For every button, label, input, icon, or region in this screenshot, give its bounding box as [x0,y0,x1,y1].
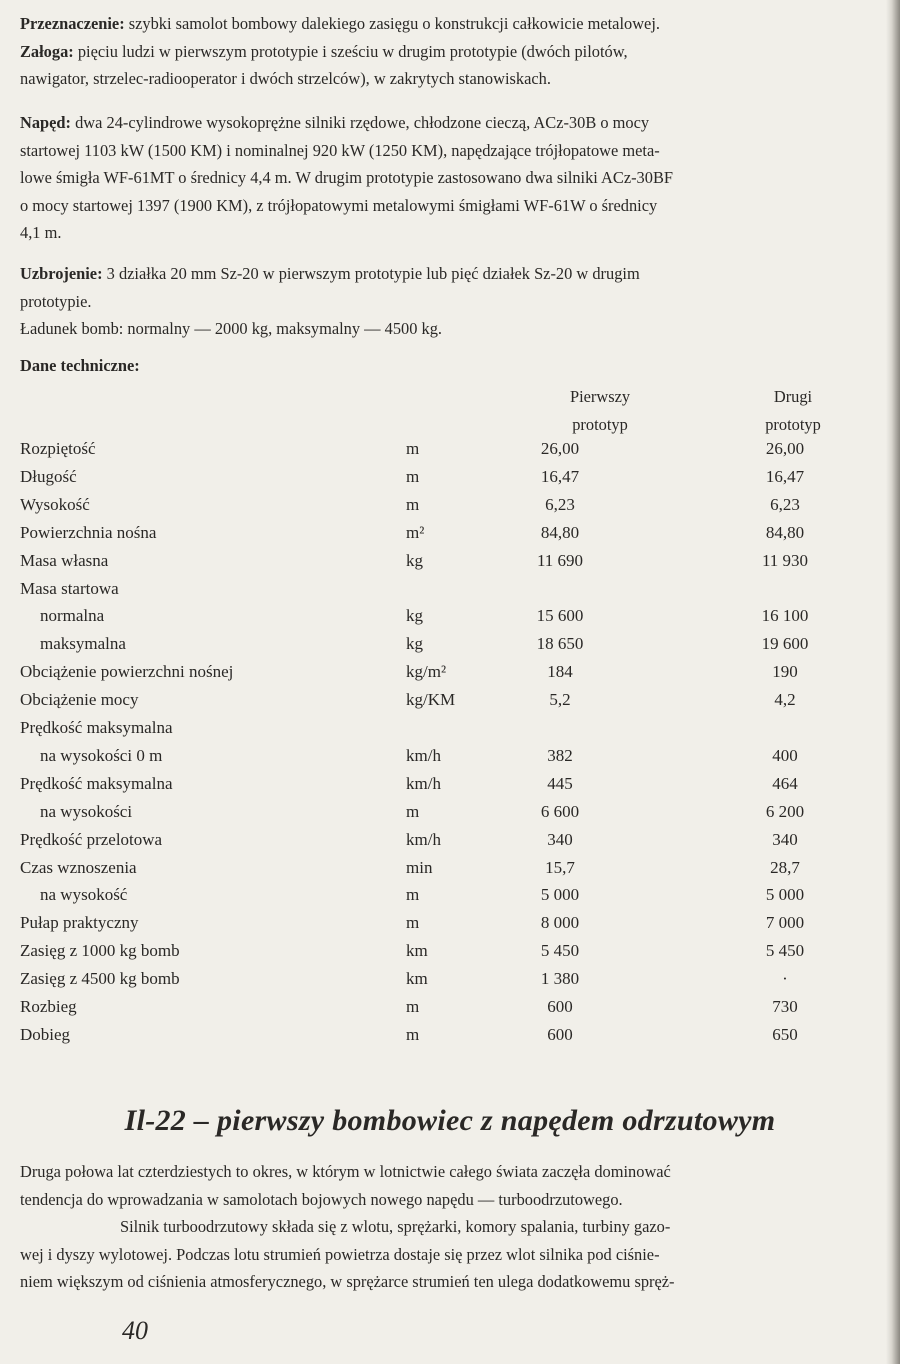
section-p2-line1: Silnik turboodrzutowy składa się z wlotu, sprężarki, komory spalania, turbiny gazo- [120,1217,671,1236]
row-value-first-prototype: 1 380 [540,969,580,989]
table-row [0,690,900,718]
intro-paragraph [20,10,890,93]
crew-text-1: pięciu ludzi w pierwszym prototypie i sześciu w drugim prototypie (dwóch pilotów, [77,41,628,61]
row-value-second-prototype: 400 [772,745,798,765]
col-head-first-prototype [540,383,660,439]
row-value-first-prototype: 5 450 [540,941,580,961]
row-unit: km/h [406,773,441,793]
drive-text-4: o mocy startowej 1397 (1900 KM), z trójłopatowymi metalowymi śmigłami WF-61W o średnicy [20,195,658,215]
row-label: Dobieg [20,1024,71,1044]
book-spine-shadow [886,0,900,1364]
drive-text-1: dwa 24-cylindrowe wysokoprężne silniki rzędowe, chłodzone cieczą, ACz-30B o mocy [75,113,650,132]
row-unit: kg/KM [406,690,456,710]
row-unit: kg [406,550,423,570]
tech-data-title: Dane techniczne: [20,356,140,375]
page-number: 40 [122,1316,148,1345]
row-value-first-prototype: 8 000 [540,913,580,933]
row-label: Zasięg z 1000 kg bomb [20,941,180,961]
row-label: Prędkość przelotowa [20,829,163,849]
table-row [0,495,900,523]
row-value-second-prototype: 6 200 [765,801,805,821]
row-value-second-prototype: 4,2 [774,690,796,710]
row-value-second-prototype: · [782,969,788,989]
section-p1-line2: tendencja do wprowadzania w samolotach bojowych nowego napędu — turboodrzutowego. [20,1189,623,1209]
drive-text-2: startowej 1103 kW (1500 KM) i nominalnej 920 kW (1250 KM), napędzające trójłopatowe meta- [20,140,660,160]
row-label: Prędkość maksymalna [20,718,173,737]
table-row [0,913,900,941]
table-row [0,551,900,579]
row-value-first-prototype: 6,23 [545,494,575,514]
armament-line-1 [20,260,890,288]
row-unit: km/h [406,829,441,849]
row-value-first-prototype: 5,2 [549,690,571,710]
table-row [0,606,900,634]
row-label: Powierzchnia nośna [20,522,157,542]
bomb-load-text: Ładunek bomb: normalny — 2000 kg, maksymalny — 4500 kg. [20,319,443,338]
row-label: Czas wznoszenia [20,857,137,877]
table-row [0,634,900,662]
row-unit: kg [406,606,423,626]
purpose-text: szybki samolot bombowy dalekiego zasięgu o konstrukcji całkowicie metalowej. [128,14,660,33]
row-unit: kg [406,634,423,654]
row-value-first-prototype: 18 650 [536,634,584,654]
crew-line [20,38,890,66]
crew-text-2: nawigator, strzelec-radiooperator i dwóch strzelców), w zakrytych stanowiskach. [20,69,551,88]
section-p2-line2: wej i dyszy wylotowej. Podczas lotu strumień powietrza dostaje się przez wlot silnika pod ciśnie- [20,1244,660,1264]
section-paragraph-1 [20,1158,890,1213]
row-value-first-prototype: 15,7 [545,857,575,877]
section-p1-line1: Druga połowa lat czterdziestych to okres, w którym w lotnictwie całego świata zaczęła dominować [20,1162,671,1181]
row-value-first-prototype: 16,47 [540,466,580,486]
row-value-second-prototype: 28,7 [770,857,800,877]
section-paragraph-2 [20,1213,890,1296]
row-value-first-prototype: 11 690 [536,550,584,570]
row-value-first-prototype: 5 000 [540,885,580,905]
table-row [0,662,900,690]
table-row [0,997,900,1025]
row-unit: km/h [406,745,441,765]
row-value-second-prototype: 84,80 [765,522,805,542]
row-value-second-prototype: 16,47 [765,466,805,486]
row-value-second-prototype: 190 [772,662,798,682]
table-row [0,1025,900,1053]
row-unit: m [406,466,420,486]
armament-paragraph [20,260,890,343]
row-value-first-prototype: 184 [547,662,573,682]
table-row [0,467,900,495]
row-unit: min [406,857,433,877]
table-row [0,858,900,886]
drive-line-1 [20,109,890,137]
row-value-first-prototype: 26,00 [540,439,580,458]
row-value-first-prototype: 15 600 [536,606,584,626]
table-row [0,774,900,802]
row-label: Rozpiętość [20,439,96,458]
crew-label: Załoga: [20,41,74,61]
table-row [0,439,900,467]
row-unit: km [406,969,428,989]
row-value-second-prototype: 16 100 [761,606,809,626]
row-label: normalna [40,606,105,626]
purpose-label: Przeznaczenie: [20,14,125,33]
row-label: Obciążenie powierzchni nośnej [20,662,234,682]
row-value-first-prototype: 382 [547,745,573,765]
row-value-first-prototype: 340 [547,829,573,849]
section-p2-line3: niem większym od ciśnienia atmosferycznego, w sprężarce strumień ten ulega dodatkowemu spręż- [20,1272,675,1291]
col-head-second-line1: Drugi [773,387,813,406]
table-row [0,941,900,969]
row-label: maksymalna [40,634,126,654]
section-heading: Il-22 – pierwszy bombowiec z napędem odrzutowym [124,1104,776,1137]
row-value-second-prototype: 5 450 [765,941,805,961]
row-unit: kg/m² [406,662,447,682]
row-value-second-prototype: 26,00 [765,439,805,458]
row-value-first-prototype: 600 [547,997,573,1016]
purpose-line [20,10,890,38]
drive-text-5: 4,1 m. [20,223,62,242]
row-label: Prędkość maksymalna [20,773,173,793]
col-head-first-line2: prototyp [572,415,628,434]
row-value-first-prototype: 84,80 [540,522,580,542]
row-value-second-prototype: 464 [772,773,798,793]
table-row [0,746,900,774]
row-label: Obciążenie mocy [20,690,139,710]
row-label: Długość [20,466,77,486]
row-value-second-prototype: 6,23 [770,494,800,514]
armament-text-2: prototypie. [20,291,92,311]
row-unit: m [406,1024,420,1044]
table-row [0,579,900,607]
row-unit: m [406,801,420,821]
drive-label: Napęd: [20,113,71,132]
row-value-second-prototype: 730 [772,997,798,1016]
drive-paragraph [20,109,890,247]
row-unit: m [406,913,420,933]
armament-label: Uzbrojenie: [20,264,103,283]
row-value-first-prototype: 600 [547,1024,573,1044]
table-row [0,523,900,551]
col-head-second-line2: prototyp [765,415,821,434]
row-value-second-prototype: 5 000 [765,885,805,905]
row-unit: m [406,885,420,905]
row-value-first-prototype: 445 [547,773,573,793]
table-row [0,885,900,913]
row-label: na wysokości [40,801,133,821]
row-label: na wysokość [40,885,128,905]
row-unit: m [406,997,420,1016]
table-row [0,718,900,746]
table-row [0,969,900,997]
row-value-second-prototype: 650 [772,1024,798,1044]
row-label: Wysokość [20,494,90,514]
drive-text-3: lowe śmigła WF-61MT o średnicy 4,4 m. W drugim prototypie zastosowano dwa silniki ACz-30BF [20,168,673,187]
row-label: Masa startowa [20,578,119,598]
row-unit: km [406,941,428,961]
row-value-second-prototype: 340 [772,829,798,849]
row-label: na wysokości 0 m [40,745,163,765]
table-row [0,802,900,830]
armament-text-1: 3 działka 20 mm Sz-20 w pierwszym prototypie lub pięć działek Sz-20 w drugim [106,264,640,283]
row-label: Pułap praktyczny [20,913,139,933]
row-value-first-prototype: 6 600 [540,801,580,821]
row-label: Masa własna [20,550,109,570]
col-head-second-prototype [738,383,848,439]
row-unit: m [406,439,420,458]
table-row [0,830,900,858]
row-value-second-prototype: 19 600 [761,634,809,654]
row-label: Rozbieg [20,997,77,1016]
row-value-second-prototype: 11 930 [761,550,809,570]
row-unit: m² [406,522,425,542]
col-head-first-line1: Pierwszy [569,387,631,406]
row-label: Zasięg z 4500 kg bomb [20,969,180,989]
row-unit: m [406,494,420,514]
row-value-second-prototype: 7 000 [765,913,805,933]
